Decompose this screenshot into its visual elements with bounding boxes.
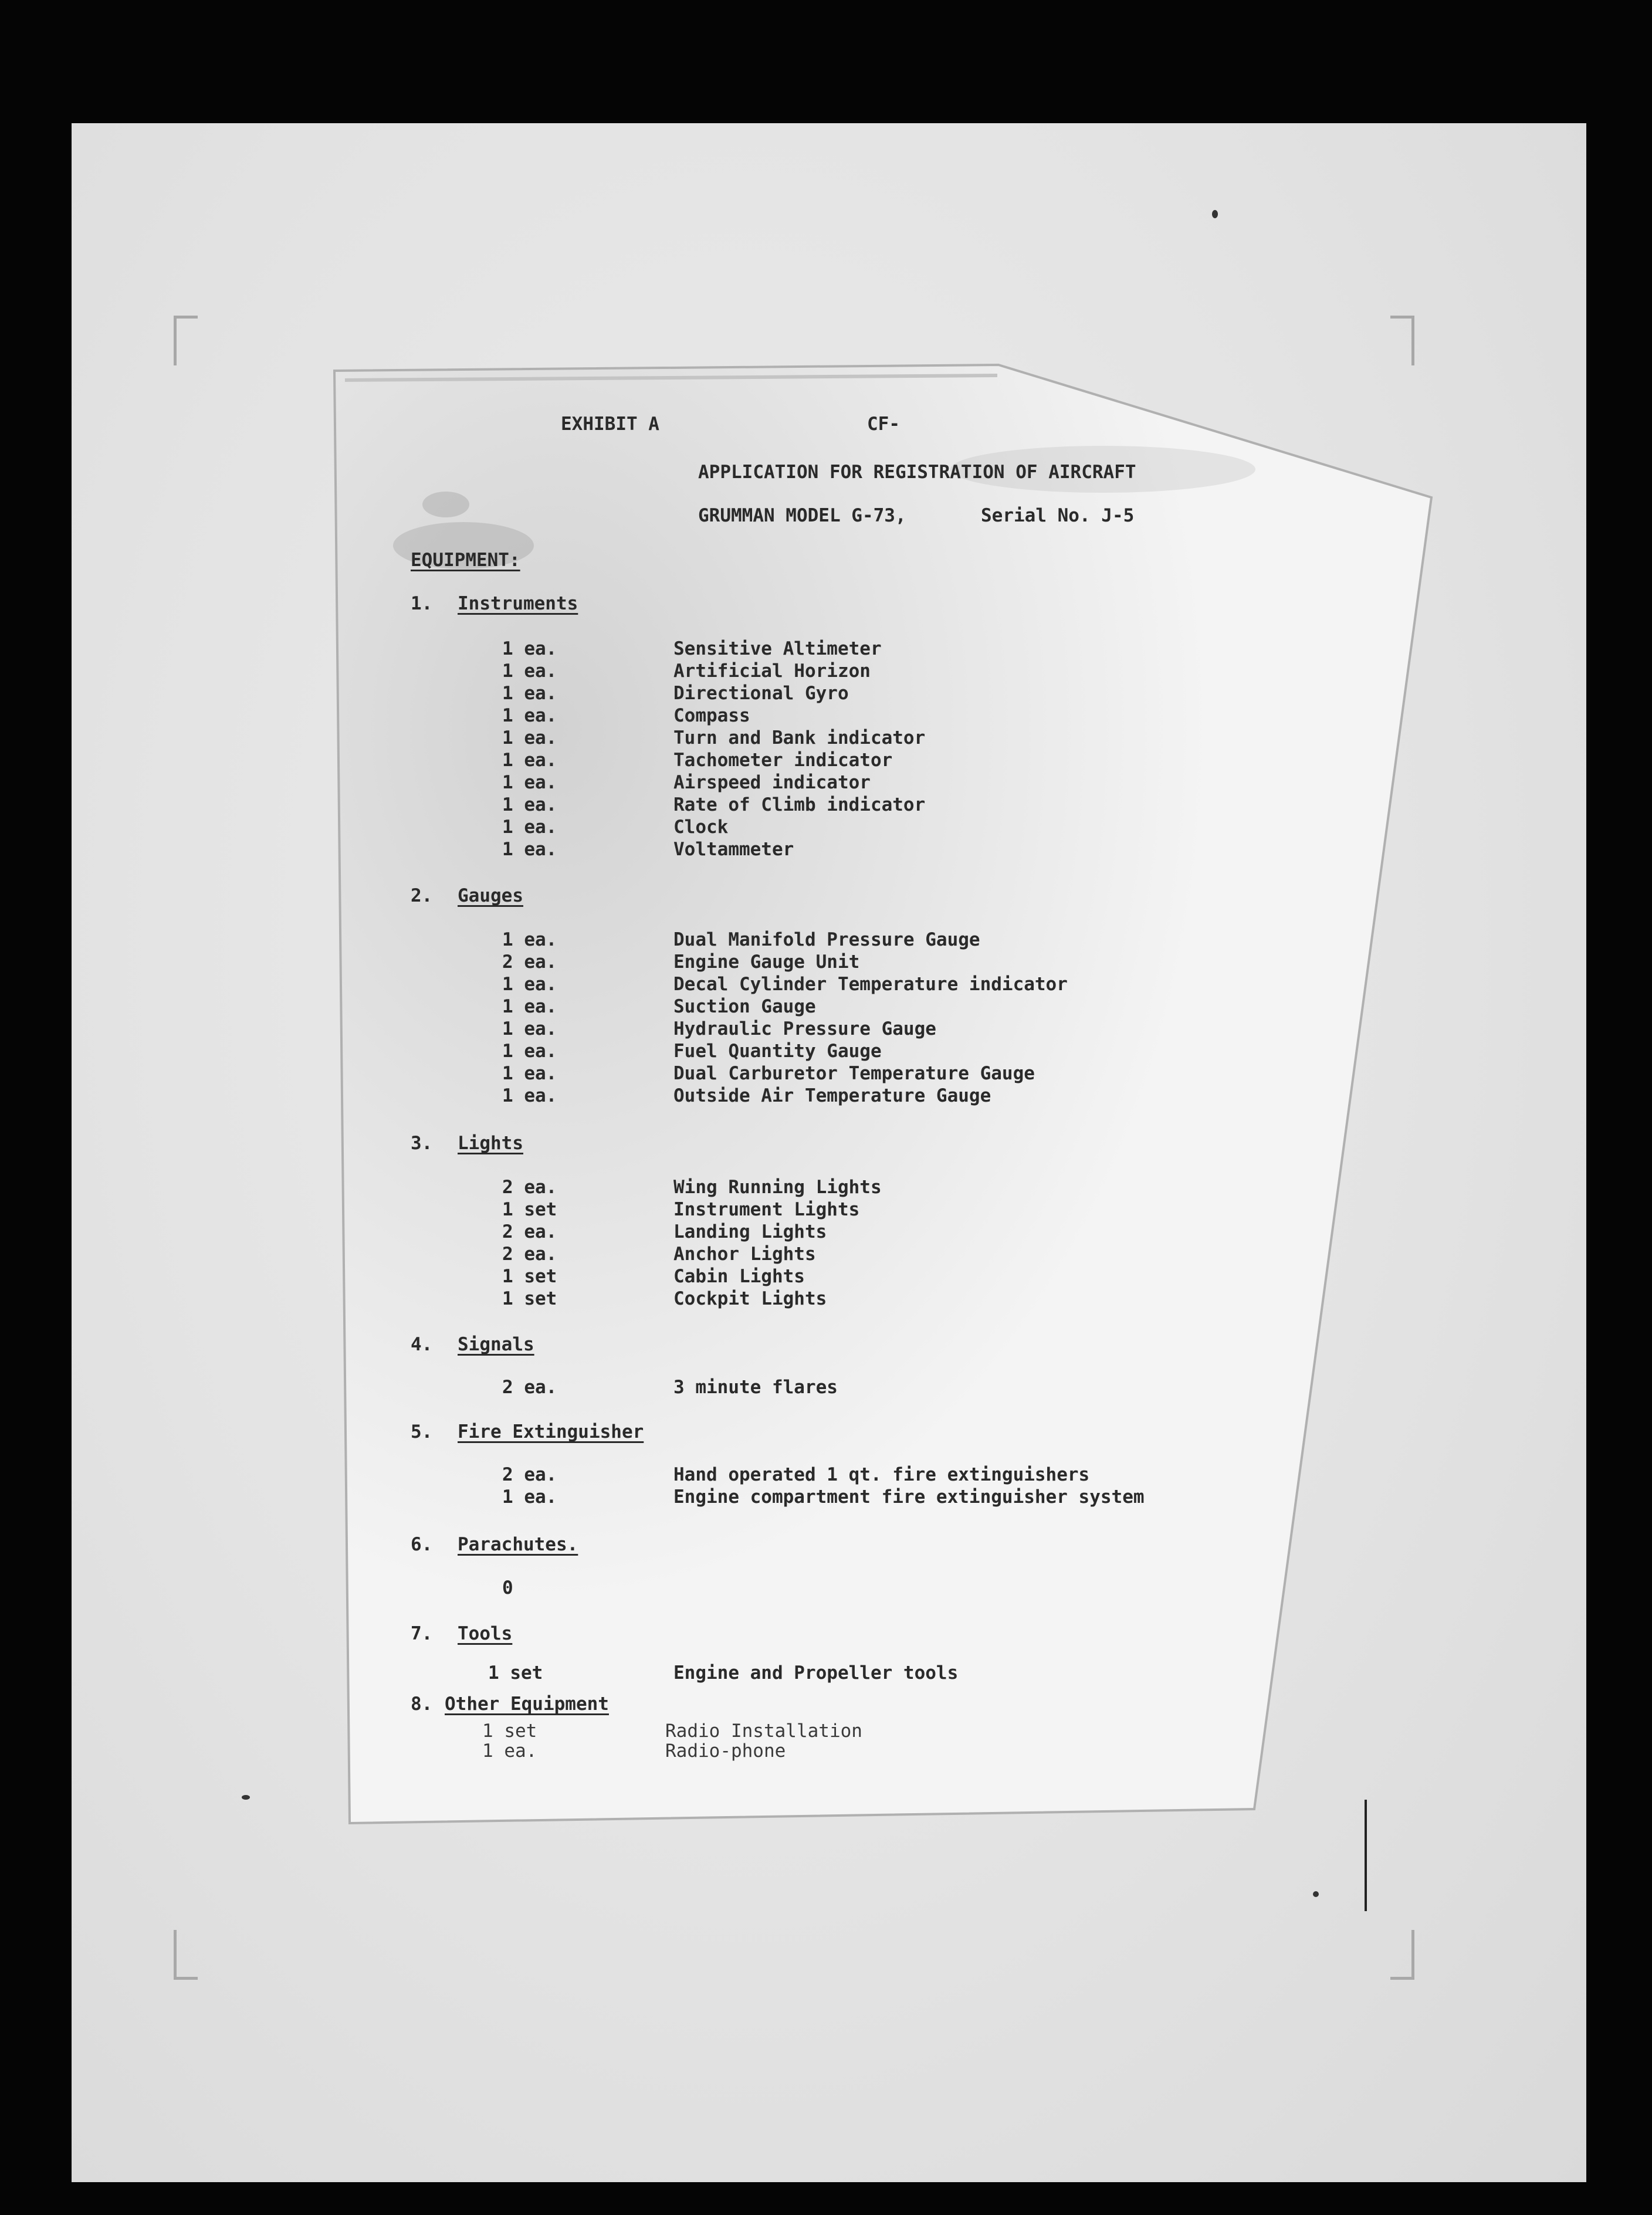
item-desc: Landing Lights <box>673 1221 827 1242</box>
section-title: Lights <box>458 1133 523 1154</box>
section-number: 7. <box>411 1623 433 1644</box>
item-qty: 1 ea. <box>502 996 557 1017</box>
item-desc: 3 minute flares <box>673 1377 838 1398</box>
item-qty: 1 ea. <box>502 705 557 726</box>
item-desc: Cockpit Lights <box>673 1288 827 1309</box>
item-desc: Radio-phone <box>665 1740 786 1762</box>
item-desc: Wing Running Lights <box>673 1177 882 1198</box>
item-qty: 1 set <box>488 1662 543 1684</box>
equipment-heading: EQUIPMENT: <box>411 550 520 571</box>
section-number: 5. <box>411 1421 433 1442</box>
item-qty: 1 ea. <box>502 794 557 815</box>
item-desc: Radio Installation <box>665 1720 862 1742</box>
section-title: Parachutes. <box>458 1534 578 1555</box>
section-number: 2. <box>411 885 433 906</box>
item-qty: 1 ea. <box>502 929 557 950</box>
item-desc: Compass <box>673 705 750 726</box>
item-qty: 0 <box>502 1577 513 1598</box>
item-desc: Sensitive Altimeter <box>673 638 882 659</box>
item-desc: Instrument Lights <box>673 1199 860 1220</box>
page-title: APPLICATION FOR REGISTRATION OF AIRCRAFT <box>698 462 1136 483</box>
item-qty: 1 ea. <box>502 817 557 838</box>
item-qty: 2 ea. <box>502 1244 557 1265</box>
item-qty: 2 ea. <box>502 1464 557 1485</box>
item-qty: 1 ea. <box>502 727 557 749</box>
item-desc: Clock <box>673 817 729 838</box>
section-title: Signals <box>458 1334 534 1355</box>
item-desc: Outside Air Temperature Gauge <box>673 1085 991 1106</box>
item-desc: Decal Cylinder Temperature indicator <box>673 974 1068 995</box>
item-qty: 1 ea. <box>502 750 557 771</box>
section-title: Instruments <box>458 593 578 614</box>
item-qty: 2 ea. <box>502 951 557 973</box>
item-desc: Cabin Lights <box>673 1266 805 1287</box>
item-qty: 2 ea. <box>502 1377 557 1398</box>
item-qty: 1 ea. <box>502 638 557 659</box>
item-desc: Directional Gyro <box>673 683 849 704</box>
item-qty: 1 ea. <box>502 683 557 704</box>
item-qty: 1 set <box>482 1720 537 1742</box>
item-qty: 1 ea. <box>502 839 557 860</box>
section-number: 6. <box>411 1534 433 1555</box>
item-desc: Hydraulic Pressure Gauge <box>673 1018 936 1039</box>
section-title: Other Equipment <box>445 1694 609 1715</box>
item-qty: 1 ea. <box>502 1063 557 1084</box>
item-qty: 1 ea. <box>502 661 557 682</box>
item-desc: Fuel Quantity Gauge <box>673 1041 882 1062</box>
item-qty: 1 ea. <box>502 974 557 995</box>
item-qty: 1 ea. <box>502 772 557 793</box>
item-desc: Engine and Propeller tools <box>673 1662 959 1684</box>
item-qty: 2 ea. <box>502 1221 557 1242</box>
section-title: Gauges <box>458 885 523 906</box>
aircraft-model: GRUMMAN MODEL G-73, <box>698 505 906 526</box>
item-desc: Dual Manifold Pressure Gauge <box>673 929 980 950</box>
item-desc: Artificial Horizon <box>673 661 871 682</box>
section-title: Fire Extinguisher <box>458 1421 644 1442</box>
section-number: 4. <box>411 1334 433 1355</box>
item-desc: Voltammeter <box>673 839 794 860</box>
section-number: 8. <box>411 1694 433 1715</box>
item-qty: 1 ea. <box>502 1486 557 1508</box>
item-desc: Hand operated 1 qt. fire extinguishers <box>673 1464 1090 1485</box>
section-title: Tools <box>458 1623 513 1644</box>
item-qty: 1 set <box>502 1288 557 1309</box>
item-desc: Dual Carburetor Temperature Gauge <box>673 1063 1035 1084</box>
section-number: 3. <box>411 1133 433 1154</box>
item-desc: Engine compartment fire extinguisher system <box>673 1486 1145 1508</box>
item-desc: Turn and Bank indicator <box>673 727 926 749</box>
item-qty: 1 set <box>502 1266 557 1287</box>
exhibit-label: EXHIBIT A <box>561 414 659 435</box>
item-desc: Tachometer indicator <box>673 750 893 771</box>
item-desc: Rate of Climb indicator <box>673 794 926 815</box>
item-qty: 1 ea. <box>502 1018 557 1039</box>
registration-mark: CF- <box>867 414 900 435</box>
item-desc: Airspeed indicator <box>673 772 871 793</box>
item-desc: Engine Gauge Unit <box>673 951 860 973</box>
item-desc: Anchor Lights <box>673 1244 816 1265</box>
serial-number: Serial No. J-5 <box>981 505 1135 526</box>
section-number: 1. <box>411 593 433 614</box>
item-qty: 1 ea. <box>502 1085 557 1106</box>
item-qty: 1 ea. <box>502 1041 557 1062</box>
item-qty: 1 set <box>502 1199 557 1220</box>
item-desc: Suction Gauge <box>673 996 816 1017</box>
item-qty: 2 ea. <box>502 1177 557 1198</box>
item-qty: 1 ea. <box>482 1740 537 1762</box>
